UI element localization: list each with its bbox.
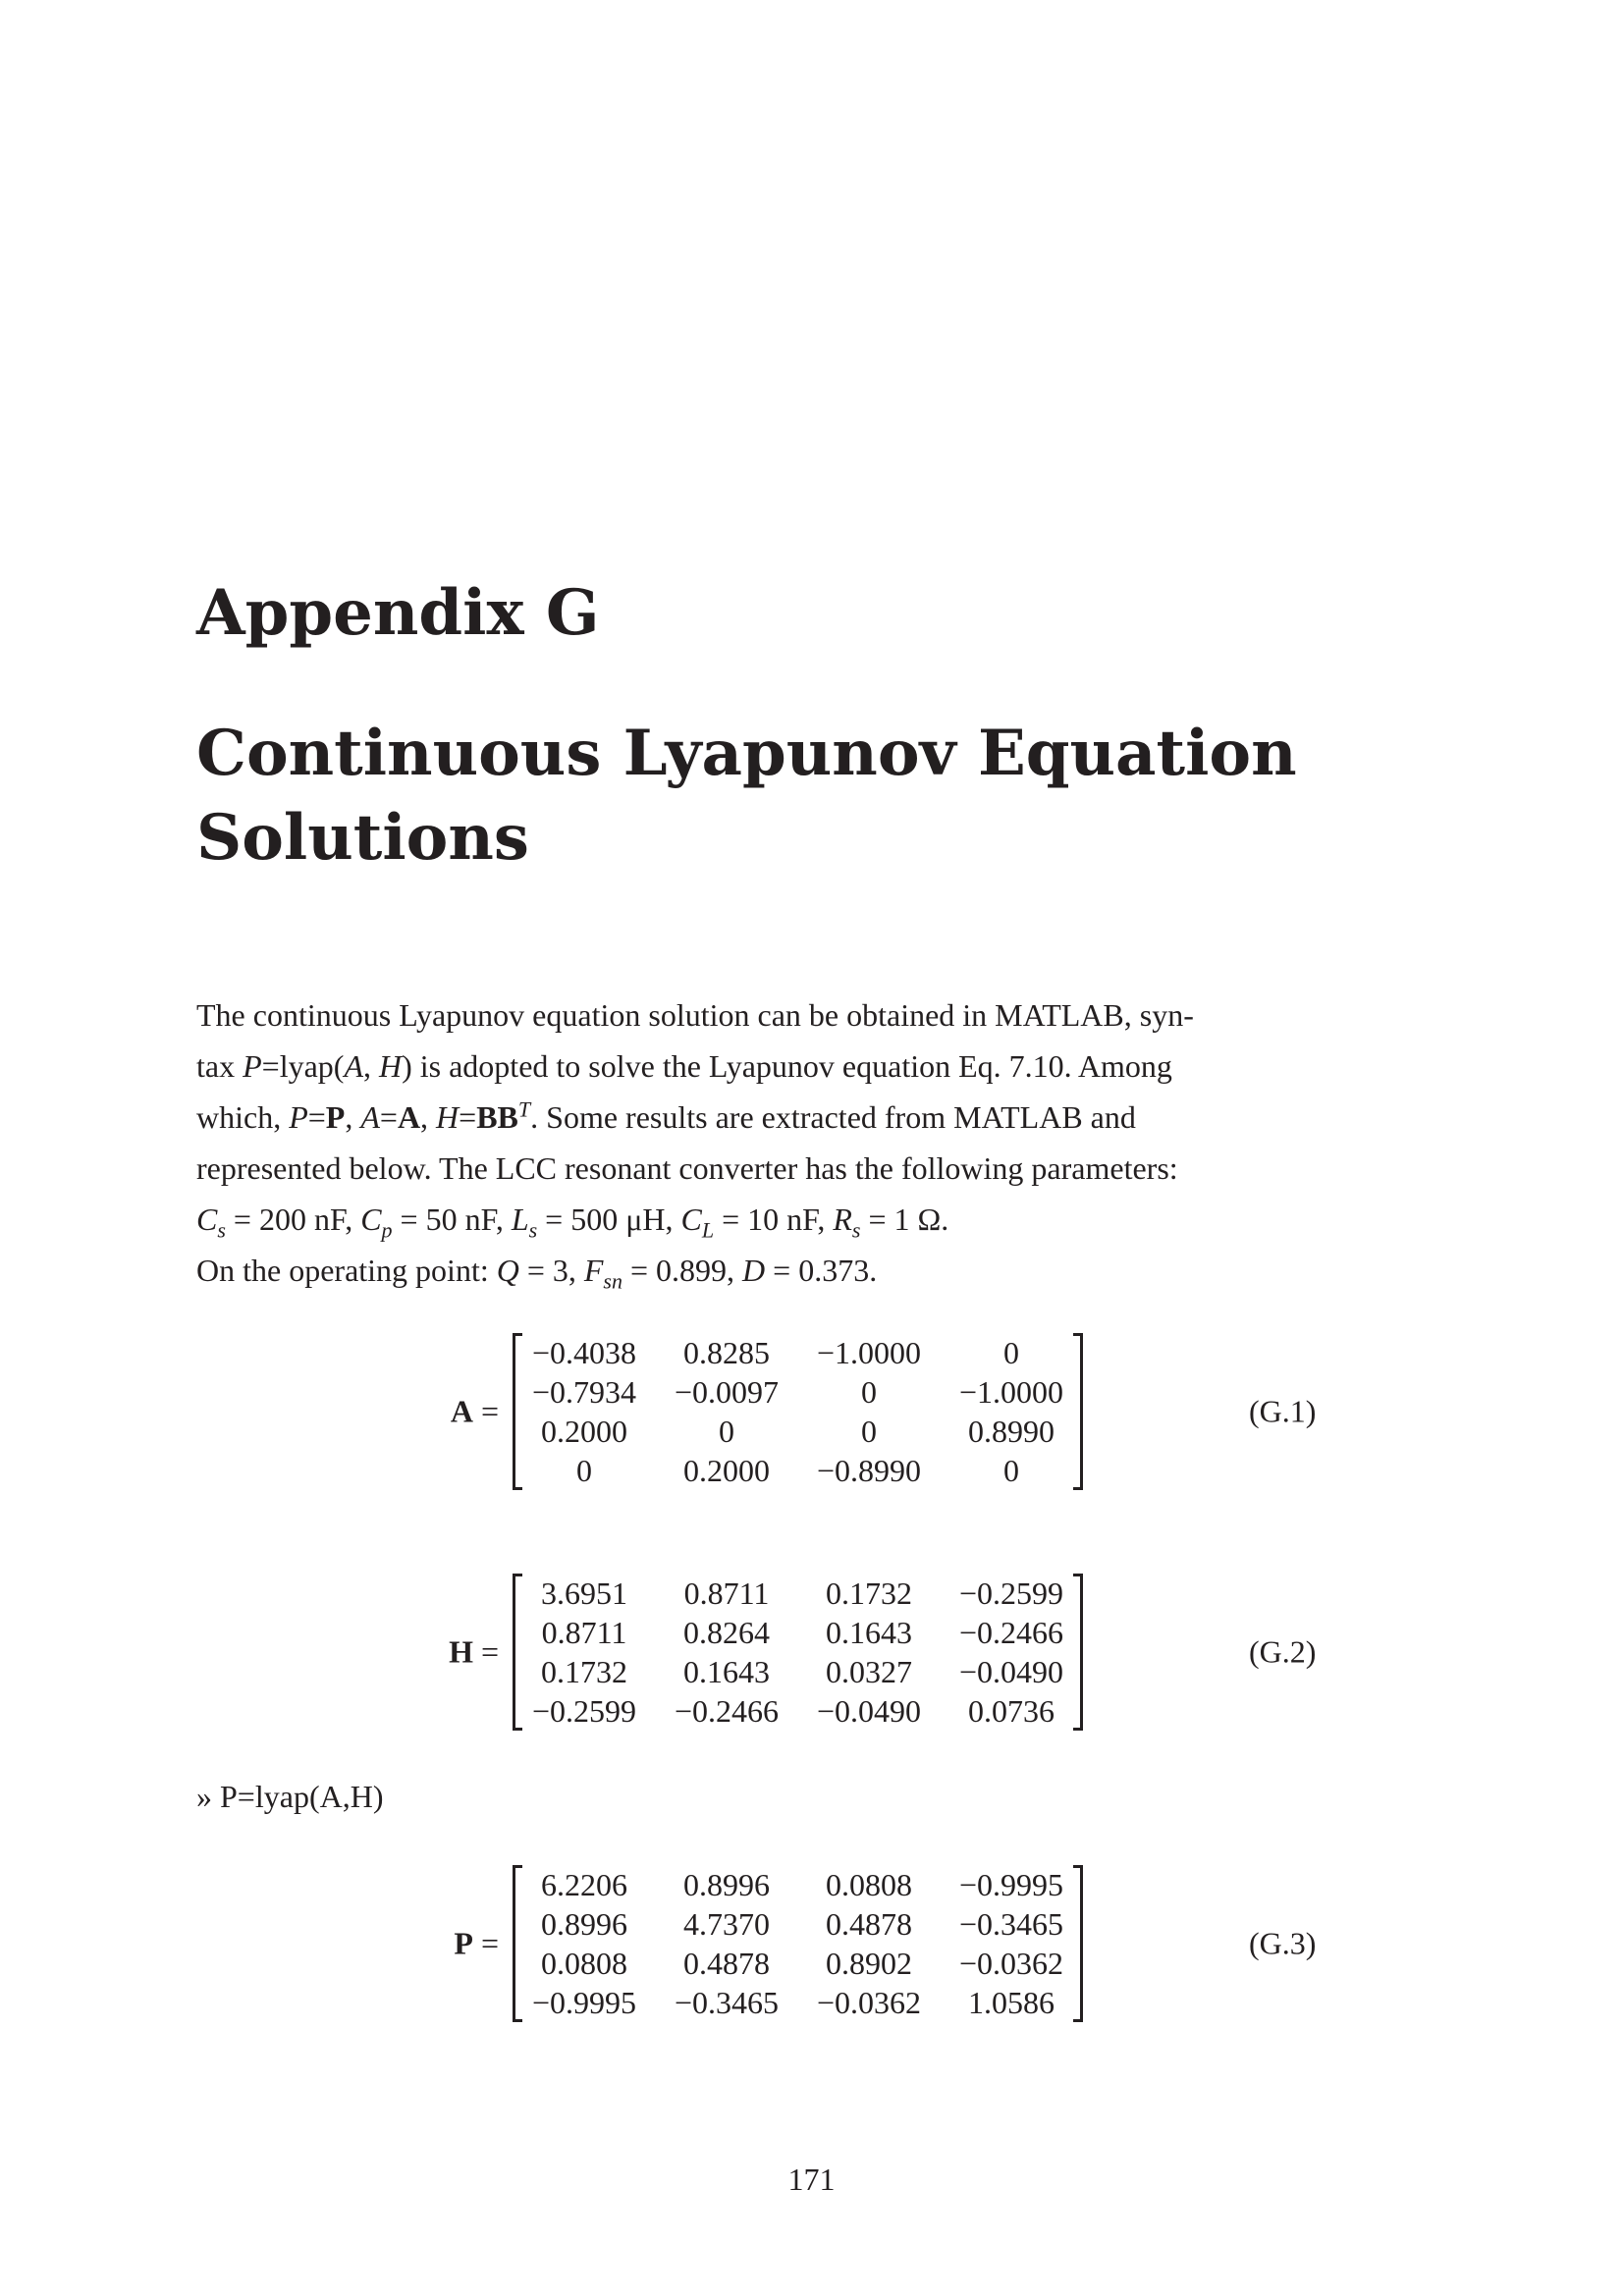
- matrix-label: P =: [454, 1925, 499, 1961]
- paragraph-line: which, P=P, A=A, $H=BB^T$. Some results are extracted from MATLAB and: [196, 1096, 1136, 1135]
- matrix-cell: −0.9995: [531, 1985, 637, 2020]
- intro-paragraph: [196, 989, 1325, 1296]
- equation-number: (G.2): [1249, 1633, 1317, 1670]
- matrix-label: A =: [450, 1393, 499, 1429]
- matrix-cell: 1.0586: [968, 1985, 1055, 2020]
- matrix-cell: 0.8711: [541, 1615, 627, 1650]
- paragraph-line: represented below. The LCC resonant converter has the following parameters:: [196, 1150, 1178, 1186]
- matrix-cell: 0.0327: [826, 1654, 912, 1689]
- matrix-cell: −0.2466: [674, 1693, 780, 1729]
- equation-g3: [0, 1865, 1623, 2022]
- matrix-cell: 0.4878: [683, 1946, 770, 1981]
- matrix-cell: 0.8990: [968, 1414, 1055, 1449]
- matrix-cell: −0.2466: [958, 1615, 1064, 1650]
- equation-g2: [0, 1574, 1623, 1731]
- equation-number: (G.1): [1249, 1393, 1317, 1429]
- matrix-row: [515, 1865, 1080, 1904]
- paragraph-line: The continuous Lyapunov equation solution can be obtained in MATLAB, syn-: [196, 997, 1194, 1033]
- matrix: [513, 1333, 1083, 1490]
- chapter-title-line2: Solutions: [196, 801, 529, 875]
- matrix-cell: 0.8996: [683, 1867, 770, 1902]
- matrix-row: [515, 1613, 1080, 1652]
- matrix-cell: 0: [861, 1414, 877, 1449]
- matrix-cell: 0.1732: [826, 1575, 912, 1611]
- matrix-cell: −0.9995: [958, 1867, 1064, 1902]
- matrix: [513, 1574, 1083, 1731]
- matrix-cell: 0.8996: [541, 1906, 627, 1942]
- matlab-command: » P=lyap(A,H): [196, 1779, 384, 1814]
- matrix-cell: 0.0808: [541, 1946, 627, 1981]
- matrix-cell: −0.3465: [958, 1906, 1064, 1942]
- matrix-cell: 0.8285: [683, 1335, 770, 1370]
- operating-point-line: On the operating point: Q = 3, $F_{sn} = 0.899$, D = 0.373.: [196, 1253, 878, 1294]
- matrix-cell: −0.2599: [531, 1693, 637, 1729]
- matrix-cell: 4.7370: [683, 1906, 770, 1942]
- matrix-label: H =: [449, 1633, 499, 1670]
- matrix-cell: −0.0097: [674, 1374, 780, 1410]
- matrix-cell: −0.3465: [674, 1985, 780, 2020]
- matrix-row: [515, 1904, 1080, 1944]
- matrix-row: [515, 1372, 1080, 1412]
- matrix-cell: −0.4038: [531, 1335, 637, 1370]
- matrix-row: [515, 1451, 1080, 1490]
- matrix-row: [515, 1574, 1080, 1613]
- matrix-cell: 6.2206: [541, 1867, 627, 1902]
- matrix-cell: 0: [861, 1374, 877, 1410]
- matrix-cell: −0.0490: [816, 1693, 922, 1729]
- matrix-row: [515, 1333, 1080, 1372]
- matrix-cell: 0: [576, 1453, 592, 1488]
- chapter-title-line1: Continuous Lyapunov Equation: [196, 717, 1297, 790]
- matrix-cell: 0: [1003, 1335, 1019, 1370]
- equation-g1: [0, 1333, 1623, 1490]
- page-number: 171: [787, 2162, 836, 2197]
- matrix-cell: −0.0362: [958, 1946, 1064, 1981]
- matrix-cell: 0.2000: [683, 1453, 770, 1488]
- parameters-line: $C_s = 200$ nF, $C_p = 50$ nF, $L_s = 500$ μH, $C_L = 10$ nF, $R_s = 1$ Ω.: [196, 1201, 949, 1243]
- matrix-row: [515, 1983, 1080, 2022]
- matrix-cell: 0.1643: [683, 1654, 770, 1689]
- chapter-title: [196, 712, 1375, 881]
- matrix-cell: −0.2599: [958, 1575, 1064, 1611]
- matrix-cell: −0.8990: [816, 1453, 922, 1488]
- matrix-cell: 0.0808: [826, 1867, 912, 1902]
- matrix-cell: 3.6951: [541, 1575, 627, 1611]
- equation-number: (G.3): [1249, 1925, 1317, 1961]
- matrix-cell: 0.8264: [683, 1615, 770, 1650]
- matrix-cell: −1.0000: [816, 1335, 922, 1370]
- matrix-cell: 0: [1003, 1453, 1019, 1488]
- matrix-row: [515, 1691, 1080, 1731]
- matrix: [513, 1865, 1083, 2022]
- matrix-cell: 0.4878: [826, 1906, 912, 1942]
- matrix-cell: 0.8711: [683, 1575, 770, 1611]
- appendix-heading: Appendix G: [196, 576, 600, 650]
- matrix-cell: 0.8902: [826, 1946, 912, 1981]
- matrix-row: [515, 1412, 1080, 1451]
- matrix-cell: 0.1643: [826, 1615, 912, 1650]
- matrix-cell: −0.7934: [531, 1374, 637, 1410]
- matrix-cell: 0.2000: [541, 1414, 627, 1449]
- paragraph-line: tax P=lyap(A, H) is adopted to solve the Lyapunov equation Eq. 7.10. Among: [196, 1048, 1172, 1084]
- matrix-cell: −1.0000: [958, 1374, 1064, 1410]
- matrix-row: [515, 1652, 1080, 1691]
- matrix-cell: −0.0490: [958, 1654, 1064, 1689]
- matrix-cell: 0: [719, 1414, 734, 1449]
- matrix-cell: −0.0362: [816, 1985, 922, 2020]
- matrix-cell: 0.0736: [968, 1693, 1055, 1729]
- matrix-row: [515, 1944, 1080, 1983]
- matrix-cell: 0.1732: [541, 1654, 627, 1689]
